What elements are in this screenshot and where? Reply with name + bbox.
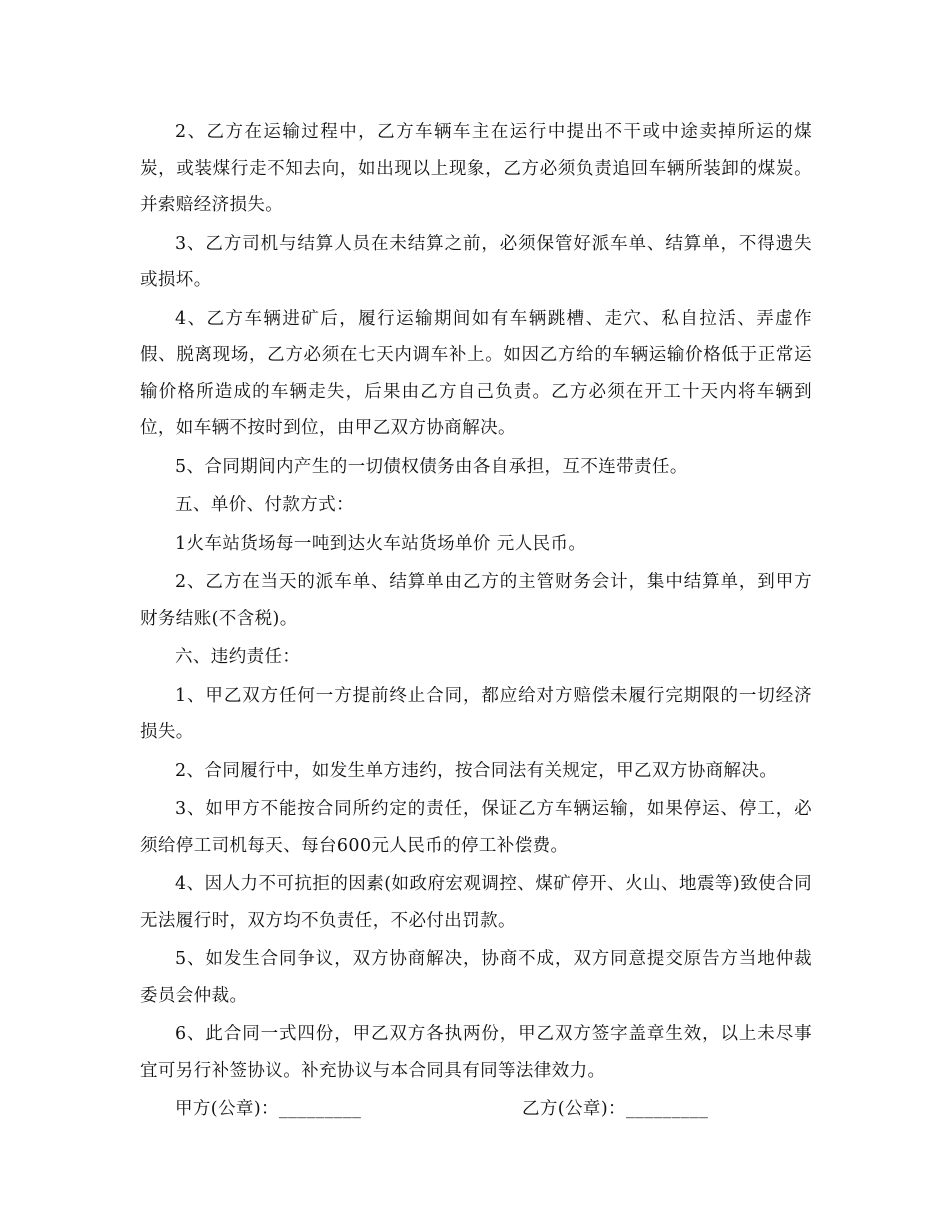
document-page — [140, 114, 812, 1128]
clause-2-transport: 2、乙方在运输过程中，乙方车辆车主在运行中提出不干或中途卖掉所运的煤炭，或装煤行走不知去向，如出现以上现象，乙方必须负责追回车辆所装卸的煤炭。并索赔经济损失。 — [140, 122, 812, 215]
breach-item-3: 3、如甲方不能按合同所约定的责任，保证乙方车辆运输，如果停运、停工，必须给停工司机每天、每台600元人民币的停工补偿费。 — [140, 799, 812, 856]
price-item-1: 1火车站货场每一吨到达火车站货场单价 元人民币。 — [175, 533, 587, 554]
clause-5-debts: 5、合同期间内产生的一切债权债务由各自承担，互不连带责任。 — [175, 456, 688, 477]
signature-row — [140, 1091, 812, 1128]
breach-item-1: 1、甲乙双方任何一方提前终止合同，都应给对方赔偿未履行完期限的一切经济损失。 — [140, 685, 812, 742]
section-heading-breach: 六、违约责任： — [175, 647, 301, 667]
price-item-2: 2、乙方在当天的派车单、结算单由乙方的主管财务会计，集中结算单，到甲方财务结账(不含税)。 — [140, 572, 812, 629]
party-a-seal: 甲方(公章)：_________ — [175, 1099, 362, 1119]
section-heading-price-payment: 五、单价、付款方式： — [175, 495, 354, 515]
breach-item-4: 4、因人力不可抗拒的因素(如政府宏观调控、煤矿停开、火山、地震等)致使合同无法履行时，双方均不负责任，不必付出罚款。 — [140, 874, 812, 931]
breach-item-6: 6、此合同一式四份，甲乙双方各执两份，甲乙双方签字盖章生效，以上未尽事宜可另行补签协议。补充协议与本合同具有同等法律效力。 — [140, 1024, 812, 1081]
breach-item-2: 2、合同履行中，如发生单方违约，按合同法有关规定，甲乙双方协商解决。 — [175, 760, 778, 781]
party-b-seal: 乙方(公章)：_________ — [522, 1099, 709, 1119]
breach-item-5: 5、如发生合同争议，双方协商解决，协商不成，双方同意提交原告方当地仲裁委员会仲裁。 — [140, 949, 812, 1006]
clause-4-vehicles: 4、乙方车辆进矿后，履行运输期间如有车辆跳槽、走穴、私自拉活、弄虚作假、脱离现场，乙方必须在七天内调车补上。如因乙方给的车辆运输价格低于正常运输价格所造成的车辆走失，后果由乙方自己负责。乙方必须在开工十天内将车辆到位，如车辆不按时到位，由甲乙双方协商解决。 — [140, 308, 812, 438]
clause-3-documents: 3、乙方司机与结算人员在未结算之前，必须保管好派车单、结算单，不得遗失或损坏。 — [140, 233, 812, 290]
